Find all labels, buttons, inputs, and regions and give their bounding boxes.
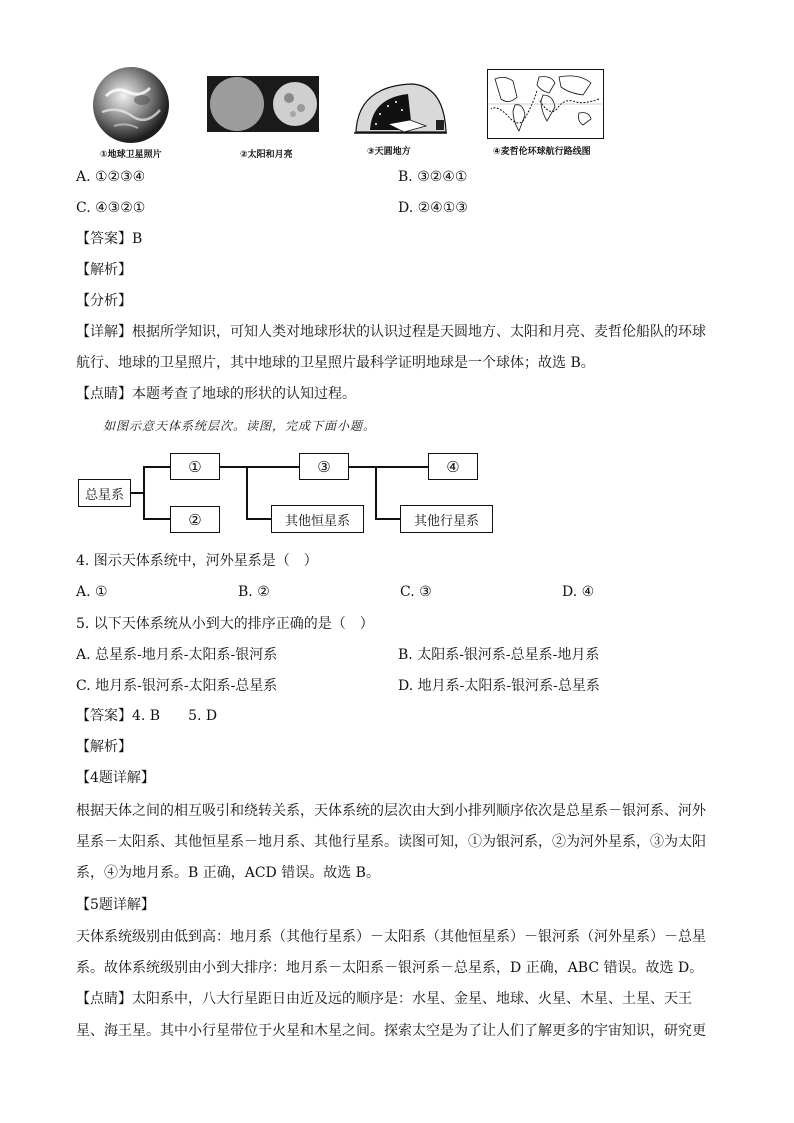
magellan-route-map — [487, 69, 604, 139]
q5-option-c: C. 地月系-银河系-太阳系-总星系 — [76, 678, 278, 694]
dianjing-line-2: 星、海王星。其中小行星带位于火星和木星之间。探索太空是为了让人们了解更多的宇宙知识，研究更 — [76, 1023, 706, 1039]
node-2: ② — [170, 506, 220, 533]
answers-4-5: 【答案】4. B 5. D — [76, 708, 218, 724]
node-other-planet-systems: 其他行星系 — [400, 505, 493, 533]
node-other-star-systems: 其他恒星系 — [271, 505, 364, 533]
q3-detail-line-1: 【详解】根据所学知识，可知人类对地球形状的认识过程是天圆地方、太阳和月亮、麦哲伦船队的环球 — [76, 324, 706, 340]
answers-jiexi: 【解析】 — [76, 739, 132, 755]
intro-text: 如图示意天体系统层次。读图，完成下面小题。 — [103, 419, 377, 433]
round-sky-square-earth-picture — [352, 80, 448, 140]
q5-option-a: A. 总星系-地月系-太阳系-银河系 — [76, 647, 278, 663]
q3-dianjing: 【点睛】本题考查了地球的形状的认知过程。 — [76, 386, 356, 402]
q4-detail-line-3: 系，④为地月系。B 正确，ACD 错误。故选 B。 — [76, 865, 380, 881]
node-1: ① — [170, 453, 220, 480]
q4-detail-heading: 【4题详解】 — [76, 770, 155, 786]
sun-and-moon-photo — [207, 76, 319, 132]
q3-answer: 【答案】B — [76, 231, 143, 247]
q5-detail-line-2: 系。故体系统级别由小到大排序：地月系－太阳系－银河系－总星系，D 正确，ABC 错误。故选 D。 — [76, 960, 704, 976]
caption-round-sky: ③天圆地方 — [367, 147, 411, 157]
q5-detail-heading: 【5题详解】 — [76, 897, 155, 913]
q3-detail-line-2: 航行、地球的卫星照片，其中地球的卫星照片最科学证明地球是一个球体；故选 B。 — [76, 355, 595, 371]
q4-stem: 4. 图示天体系统中，河外星系是（ ） — [76, 553, 318, 569]
q4-detail-line-2: 星系－太阳系、其他恒星系－地月系、其他行星系。读图可知，①为银河系，②为河外星系，③为太阳 — [76, 834, 706, 850]
q3-fenxi: 【分析】 — [76, 293, 132, 309]
q5-option-b: B. 太阳系-银河系-总星系-地月系 — [398, 647, 600, 663]
q3-option-c: C. ④③②① — [76, 200, 146, 216]
q3-option-d: D. ②④①③ — [398, 200, 468, 216]
caption-magellan: ④麦哲伦环球航行路线图 — [493, 147, 591, 157]
q4-detail-line-1: 根据天体之间的相互吸引和绕转关系，天体系统的层次由大到小排列顺序依次是总星系－银河系、河外 — [76, 803, 706, 819]
q4-option-a: A. ① — [76, 584, 108, 600]
q3-option-b: B. ③②④① — [398, 169, 468, 185]
q3-jiexi: 【解析】 — [76, 262, 132, 278]
caption-sun-moon: ②太阳和月亮 — [240, 150, 293, 160]
q5-stem: 5. 以下天体系统从小到大的排序正确的是（ ） — [76, 616, 374, 632]
q4-option-d: D. ④ — [562, 584, 595, 600]
q5-detail-line-1: 天体系统级别由低到高：地月系（其他行星系）－太阳系（其他恒星系）－银河系（河外星系）－总星 — [76, 929, 706, 945]
q3-option-a: A. ①②③④ — [76, 169, 146, 185]
q4-option-c: C. ③ — [400, 584, 432, 600]
node-3: ③ — [299, 453, 349, 480]
node-4: ④ — [428, 453, 478, 480]
caption-satellite: ①地球卫星照片 — [100, 150, 162, 160]
earth-satellite-photo — [92, 66, 170, 144]
q5-option-d: D. 地月系-太阳系-银河系-总星系 — [398, 678, 600, 694]
dianjing-line-1: 【点睛】太阳系中，八大行星距日由近及远的顺序是：水星、金星、地球、火星、木星、土星、天王 — [76, 991, 692, 1007]
node-total-galaxy: 总星系 — [78, 479, 131, 507]
q4-option-b: B. ② — [238, 584, 270, 600]
